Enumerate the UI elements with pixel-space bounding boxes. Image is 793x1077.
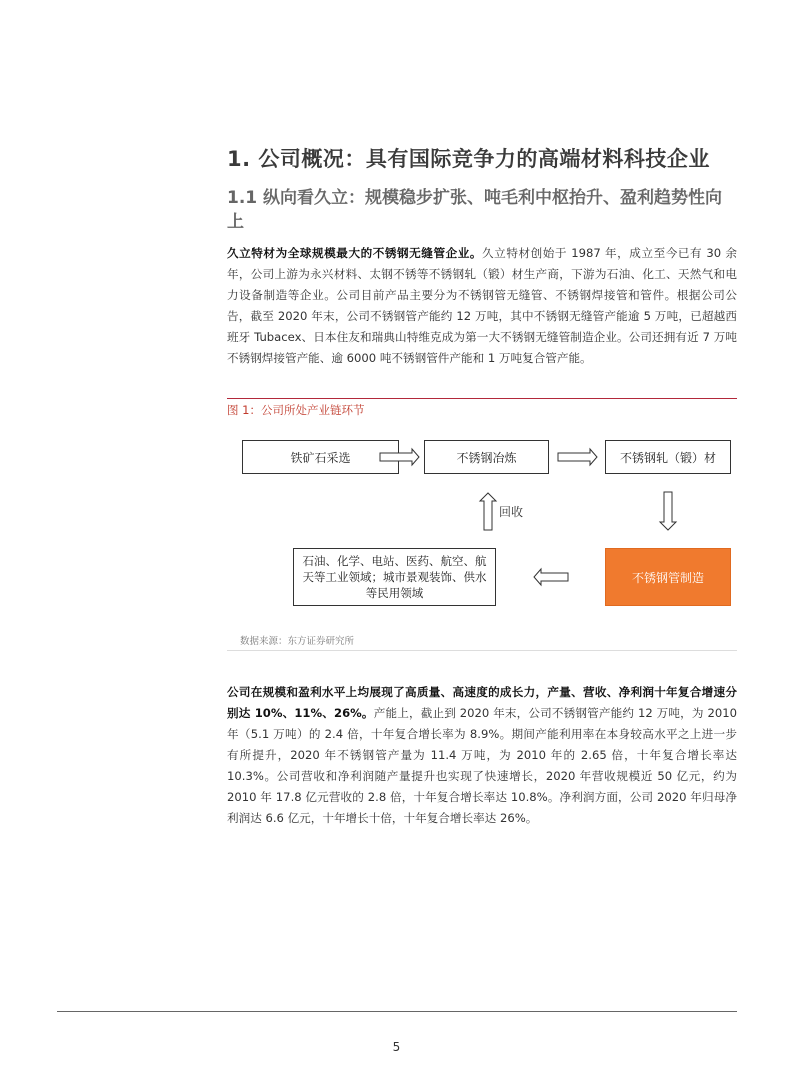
arrow-left-icon [534,569,568,585]
node-iron-ore-mining: 铁矿石采选 [242,440,399,474]
arrow-right-icon [380,449,419,465]
node-stainless-rolling: 不锈钢轧（锻）材 [605,440,731,474]
recycle-label: 回收 [499,505,524,519]
paragraph-body: 产能上，截止到 2020 年末，公司不锈钢管产能约 12 万吨，为 2010 年（5.1 万吨）的 2.4 倍，十年复合增长率为 8.9%。期间产能利用率在本身较高水平之上进一步有所提升，2020 年不锈钢管产量为 11.4 万吨，为 2010 年的 2.65 倍，十年复合增长率达 10.3%。公司营收和净利润随产量提升也实现了快速增长，2020 年营收规模近 50 亿元，约为 2010 年 17.8 亿元营收的 2.8 倍，十年复合增长率达 10.8%。净利润方面，公司 2020 年归母净利润达 6.6 亿元，十年增长十倍，十年复合增长率达 26%。 [227,706,737,825]
node-stainless-tube-manufacturing: 不锈钢管制造 [605,548,731,606]
arrow-down-icon [660,492,676,530]
figure-title: 图 1：公司所处产业链环节 [227,398,737,418]
paragraph-lead: 久立特材为全球规模最大的不锈钢无缝管企业。 [227,246,483,260]
arrow-right-icon [558,449,597,465]
figure-divider [227,650,737,651]
page-number: 5 [392,1040,401,1054]
subsection-heading: 1.1 纵向看久立：规模稳步扩张、吨毛利中枢抬升、盈利趋势性向上 [227,188,723,232]
paragraph-growth [227,682,737,829]
arrow-up-icon [480,493,496,530]
footer-divider [57,1011,737,1012]
section-heading: 1. 公司概况：具有国际竞争力的高端材料科技企业 [227,147,710,171]
figure-source: 数据来源：东方证券研究所 [240,636,355,647]
node-stainless-smelting: 不锈钢冶炼 [424,440,549,474]
paragraph-body: 久立特材创始于 1987 年，成立至今已有 30 余年，公司上游为永兴材料、太钢不锈等不锈钢轧（锻）材生产商，下游为石油、化工、天然气和电力设备制造等企业。公司目前产品主要分为不锈钢管无缝管、不锈钢焊接管和管件。根据公司公告，截至 2020 年末，公司不锈钢管产能约 12 万吨，其中不锈钢无缝管产能逾 5 万吨，已超越西班牙 Tubacex、日本住友和瑞典山特维克成为第一大不锈钢无缝管制造企业。公司还拥有近 7 万吨不锈钢焊接管产能、逾 6000 吨不锈钢管件产能和 1 万吨复合管产能。 [227,246,737,365]
paragraph-lead: 公司在规模和盈利水平上均展现了高质量、高速度的成长力，产量、营收、净利润十年复合增速分别达 10%、11%、26%。 [227,685,737,720]
node-downstream-applications: 石油、化学、电站、医药、航空、航天等工业领域；城市景观装饰、供水等民用领域 [293,548,496,606]
